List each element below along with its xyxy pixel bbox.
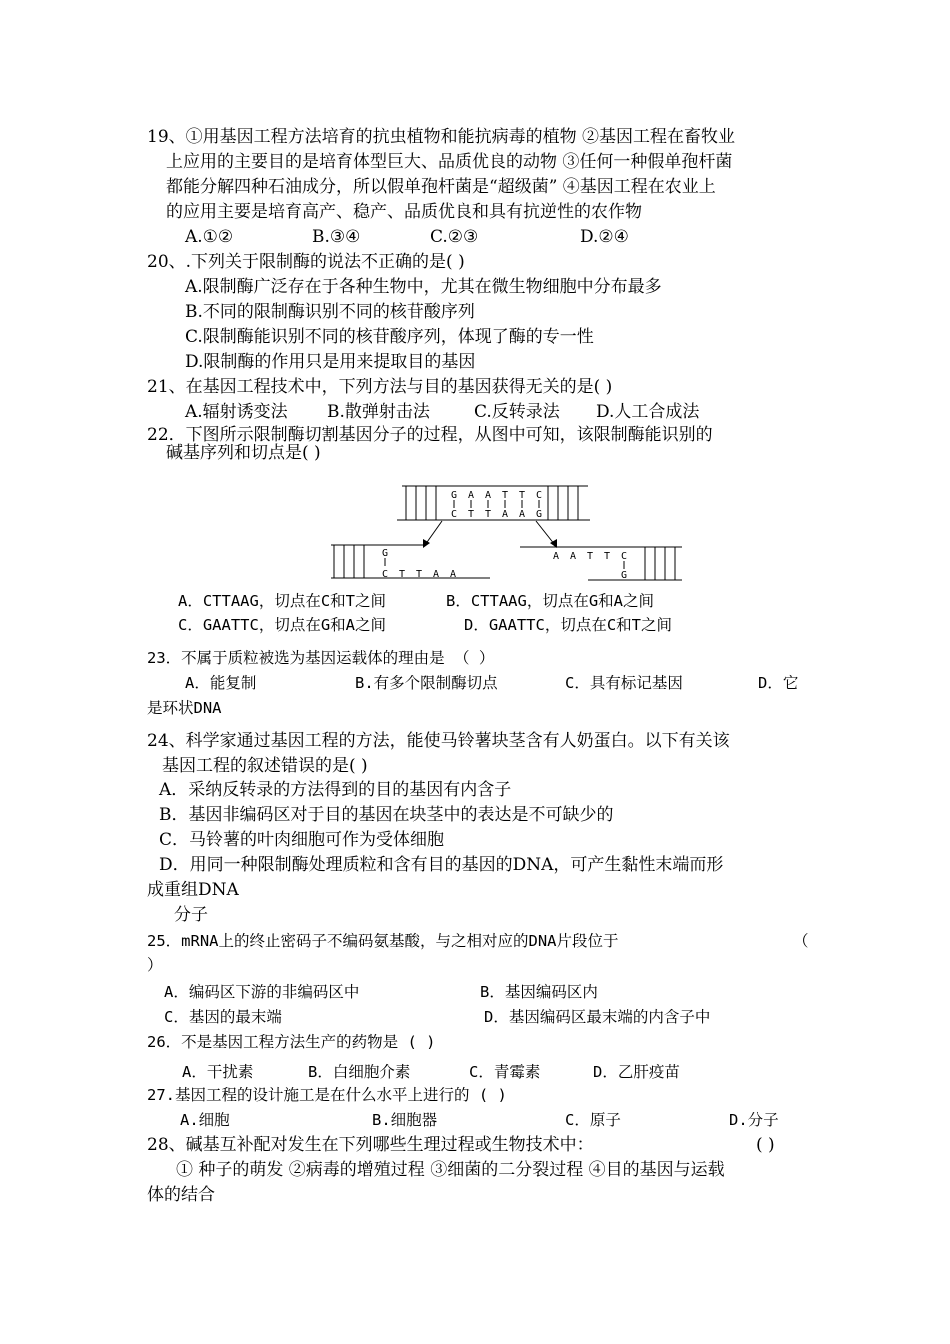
q26-option-c: C．青霉素 <box>469 1063 541 1081</box>
q19-option-c: C.②③ <box>430 227 479 247</box>
q21-stem: 21、在基因工程技术中，下列方法与目的基因获得无关的是( ) <box>147 377 613 397</box>
q23-stem: 23．不属于质粒被选为基因运载体的理由是 （ ） <box>147 649 495 667</box>
right-top-base: C <box>620 551 628 562</box>
q20-option-d: D.限制酶的作用只是用来提取目的基因 <box>185 352 476 372</box>
q21-option-a: A.辐射诱变法 <box>185 402 288 422</box>
q21-option-c: C.反转录法 <box>474 402 560 422</box>
q21-option-b: B.散弹射击法 <box>327 402 430 422</box>
restriction-enzyme-diagram <box>0 0 950 600</box>
q24-option-b: B．基因非编码区对于目的基因在块茎中的表达是不可缺少的 <box>159 805 614 825</box>
q21-option-d: D.人工合成法 <box>596 402 700 422</box>
q22-line-2: 碱基序列和切点是( ) <box>166 443 321 463</box>
q19-line-2: 上应用的主要目的是培育体型巨大、品质优良的动物 ③任何一种假单孢杆菌 <box>166 152 733 172</box>
q25-paren-close: ） <box>147 956 163 974</box>
right-top-base: T <box>603 551 611 562</box>
left-bottom-base: C <box>381 569 389 580</box>
bottom-base: A <box>518 509 526 520</box>
right-fragment <box>520 547 682 580</box>
bottom-base: T <box>484 509 492 520</box>
q19-option-d: D.②④ <box>580 227 629 247</box>
q24-line-1: 24、科学家通过基因工程的方法，能使马铃薯块茎含有人奶蛋白。以下有关该 <box>147 731 730 751</box>
q22-option-c: C．GAATTC，切点在G和A之间 <box>178 616 386 634</box>
left-fragment <box>331 545 490 578</box>
q25-option-c: C．基因的最末端 <box>164 1008 282 1026</box>
q25-option-a: A．编码区下游的非编码区中 <box>164 983 360 1001</box>
q28-line-3: 体的结合 <box>147 1185 215 1205</box>
bottom-base: T <box>467 509 475 520</box>
right-top-base: A <box>552 551 560 562</box>
q28-paren: ( ) <box>756 1135 775 1155</box>
top-base: G <box>450 490 458 501</box>
q23-option-b: B.有多个限制酶切点 <box>355 674 498 692</box>
top-base: T <box>501 490 509 501</box>
right-bottom-base: G <box>620 570 628 581</box>
q27-option-a: A.细胞 <box>180 1111 230 1129</box>
q26-stem: 26．不是基因工程方法生产的药物是 ( ) <box>147 1033 436 1051</box>
q27-option-b: B.细胞器 <box>372 1111 438 1129</box>
bottom-base: C <box>450 509 458 520</box>
q25-stem: 25．mRNA上的终止密码子不编码氨基酸，与之相对应的DNA片段位于 <box>147 932 619 950</box>
q22-line-1: 22．下图所示限制酶切割基因分子的过程，从图中可知，该限制酶能识别的 <box>147 425 713 445</box>
bottom-base: G <box>535 509 543 520</box>
top-base: C <box>535 490 543 501</box>
q19-line-4: 的应用主要是培育高产、稳产、品质优良和具有抗逆性的农作物 <box>166 202 642 222</box>
right-top-base: T <box>586 551 594 562</box>
q22-option-a: A．CTTAAG，切点在C和T之间 <box>178 592 386 610</box>
q23-option-c: C．具有标记基因 <box>565 674 683 692</box>
left-bottom-base: A <box>432 569 440 580</box>
q20-stem: 20、.下列关于限制酶的说法不正确的是( ) <box>147 252 465 272</box>
q19-option-a: A.①② <box>185 227 234 247</box>
q20-option-b: B.不同的限制酶识别不同的核苷酸序列 <box>185 302 475 322</box>
q22-option-d: D．GAATTC，切点在C和T之间 <box>464 616 672 634</box>
q24-option-d-line-2: 成重组DNA <box>147 880 239 900</box>
left-bottom-base: A <box>449 569 457 580</box>
top-base: T <box>518 490 526 501</box>
q25-option-b: B．基因编码区内 <box>480 983 598 1001</box>
q24-option-c: C．马铃薯的叶肉细胞可作为受体细胞 <box>159 830 445 850</box>
q28-stem: 28、碱基互补配对发生在下列哪些生理过程或生物技术中： <box>147 1135 594 1155</box>
right-top-base: A <box>569 551 577 562</box>
q22-option-b: B．CTTAAG，切点在G和A之间 <box>446 592 654 610</box>
intact-dna <box>397 486 590 545</box>
top-base: A <box>467 490 475 501</box>
q19-line-3: 都能分解四种石油成分，所以假单孢杆菌是“超级菌” ④基因工程在农业上 <box>166 177 716 197</box>
q24-option-d-line-3: 分子 <box>174 905 208 925</box>
q25-paren-open: （ <box>793 932 809 950</box>
q27-option-d: D.分子 <box>729 1111 779 1129</box>
q28-line-2: ① 种子的萌发 ②病毒的增殖过程 ③细菌的二分裂过程 ④目的基因与运载 <box>176 1160 725 1180</box>
q26-option-b: B．白细胞介素 <box>308 1063 411 1081</box>
q27-stem: 27.基因工程的设计施工是在什么水平上进行的 ( ) <box>147 1086 507 1104</box>
left-bottom-base: T <box>415 569 423 580</box>
left-bottom-base: T <box>398 569 406 580</box>
q19-option-b: B.③④ <box>312 227 361 247</box>
q23-option-d: D．它 <box>758 674 799 692</box>
q23-option-a: A．能复制 <box>185 674 257 692</box>
q24-line-2: 基因工程的叙述错误的是( ) <box>162 756 368 776</box>
top-base: A <box>484 490 492 501</box>
bottom-base: A <box>501 509 509 520</box>
q24-option-a: A．采纳反转录的方法得到的目的基因有内含子 <box>159 780 512 800</box>
left-top-base: G <box>381 548 389 559</box>
q20-option-c: C.限制酶能识别不同的核苷酸序列，体现了酶的专一性 <box>185 327 594 347</box>
q26-option-a: A．干扰素 <box>182 1063 254 1081</box>
q24-option-d: D．用同一种限制酶处理质粒和含有目的基因的DNA，可产生黏性末端而形 <box>159 855 724 875</box>
q23-option-d-continued: 是环状DNA <box>147 699 222 717</box>
q25-option-d: D．基因编码区最末端的内含子中 <box>484 1008 711 1026</box>
q20-option-a: A.限制酶广泛存在于各种生物中，尤其在微生物细胞中分布最多 <box>185 277 662 297</box>
q26-option-d: D．乙肝疫苗 <box>593 1063 680 1081</box>
q19-line-1: 19、①用基因工程方法培育的抗虫植物和能抗病毒的植物 ②基因工程在畜牧业 <box>147 127 736 147</box>
q27-option-c: C．原子 <box>565 1111 621 1129</box>
